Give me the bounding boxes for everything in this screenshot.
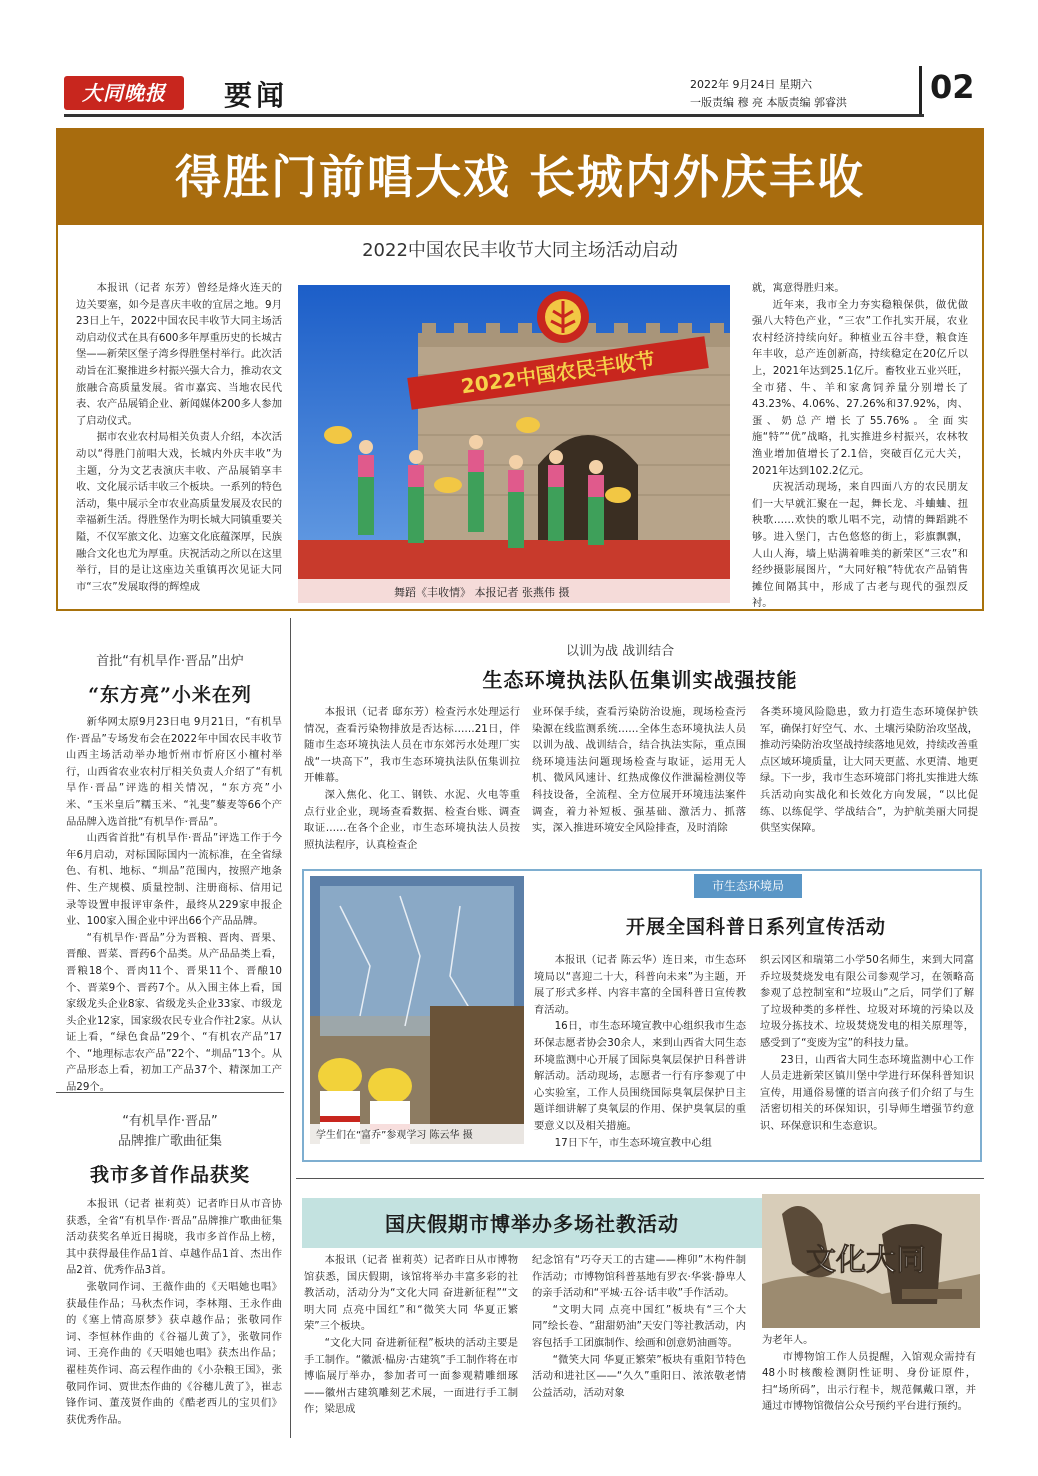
museum-paragraph: 市博物馆工作人员提醒，入馆观众需持有48小时核酸检测阴性证明、身份证原件，扫“场所码”，出示行程卡，规范佩戴口罩，并通过市博物馆微信公众号预约平台进行预约。	[762, 1350, 976, 1413]
millet-headline: “东方亮”小米在列	[88, 684, 252, 706]
museum-paragraph: “微笑大同 华夏正繁荣”板块有重阳节特色活动和进社区——“久久”重阳日、浓浓敬老情公益活动，活动对象	[532, 1353, 746, 1399]
museum-paragraph: 为老年人。	[762, 1334, 814, 1346]
masthead-rule	[64, 114, 924, 117]
science-paragraph: 16日，市生态环境宣教中心组织我市生态环保志愿者协会30余人，来到山西省大同生态环境监测中心开展了国际臭氧层保护日科普讲解活动。活动现场，志愿者一行有序参观了中心实验室，工作人员围绕国际臭氧层保护日主题详细讲解了臭氧层的作用、保护臭氧层的重要意义以及相关措施。	[534, 1020, 746, 1132]
science-column-2	[760, 952, 974, 1156]
section-divider	[296, 1178, 984, 1179]
lead-paragraph: 近年来，我市全力夯实稳粮保供，做优做强八大特色产业，“三农”工作扎实开展，农业农村经济持续向好。种植业五谷丰登，粮食连年丰收，总产连创新高，持续稳定在20亿斤以上，2021年达到25.1亿斤。畜牧业五业兴旺，全市猪、牛、羊和家禽饲养量分别增长了43.23%、4.06%、27.26%和37.92%，肉、蛋、奶总产增长了55.76%。全面实施“特”“优”战略，扎实推进乡村振兴，农林牧渔业增加值增长了2.1倍，突破百亿元大关，2021年达到102.2亿元。	[752, 298, 968, 477]
lead-paragraph: 庆祝活动现场，来自四面八方的农民朋友们一大早就汇聚在一起，舞长龙、斗蛐蛐、扭秧歌……欢快的歌儿唱不完，动情的舞蹈跳不够。进入堡门，古色悠悠的街上，彩旗飘飘，人山人海，墙上贴满着唯美的新荣区“三农”和经纱摄影展图片，“大同好粮”特优农产品销售摊位间隔其中，形成了古老与现代的强烈反衬。	[752, 481, 968, 610]
science-column-1	[534, 952, 746, 1156]
lead-column-1	[76, 280, 282, 602]
harvest-festival-photo	[298, 285, 730, 603]
museum-headline: 国庆假期市博举办多场社教活动	[385, 1212, 679, 1236]
lead-subheadline: 2022中国农民丰收节大同主场活动启动	[362, 240, 678, 261]
museum-paragraph: “文明大同 点亮中国红”板块有“三个大同”绘长卷、“甜甜奶油”天安门等社教活动，内容包括手工团旗制作、绘画和创意奶油画等。	[532, 1303, 746, 1349]
students-photo-illustration	[310, 876, 524, 1144]
museum-paragraph: “文化大同 奋进新征程”板块的活动主要是手工制作。“徽派·榀房·古建筑”手工制作将在市博临展厅举办，参加者可一面参观精雕细琢——徽州古建筑雕刻艺术展，一面进行手工制作；梁思成	[304, 1336, 518, 1416]
science-section-label: 市生态环境局	[694, 874, 802, 898]
training-paragraph: 深入焦化、化工、钢铁、水泥、火电等重点行业企业，现场查看数据、检查台账、调查取证……在各个企业，市生态环境执法人员按照执法程序，认真检查企	[304, 788, 520, 851]
lead-headline: 得胜门前唱大戏 长城内外庆丰收	[174, 150, 865, 204]
training-column-1	[304, 704, 520, 864]
festival-sign: 2022中国农民丰收节	[459, 347, 657, 399]
training-paragraph: 业环保手续，查看污染防治设施，现场检查污染源在线监测系统……全体生态环境执法人员以训为战、战训结合，结合执法实际，重点围绕环境违法问题现场检查与取证，运用无人机、微风风速计、红热成像仪作泄漏检测仪等科技设备，全流程、全方位展开环境违法案件调查，着力补短板、强基础、激活力、抓落实，深入推进环境安全风险排查，及时消除	[532, 706, 746, 835]
section-title: 要闻	[224, 79, 289, 112]
editor-credits: 一版责编 穆 亮 本版责编 郭睿洪	[690, 96, 847, 109]
songs-body	[66, 1196, 282, 1462]
culture-badge-illustration	[762, 1194, 980, 1328]
millet-body	[66, 714, 282, 1092]
songs-headline: 我市多首作品获奖	[89, 1164, 250, 1186]
museum-paragraph: 本报讯（记者 崔莉英）记者昨日从市博物馆获悉，国庆假期，该馆将举办丰富多彩的社教活动，活动分为“文化大同 奋进新征程”“文明大同 点亮中国红”和“微笑大同 华夏正繁荣”三个板块。	[304, 1254, 518, 1333]
lead-photo-caption: 舞蹈《丰收情》 本报记者 张燕伟 摄	[394, 586, 570, 599]
training-kicker: 以训为战 战训结合	[566, 644, 675, 659]
column-divider	[290, 618, 291, 1438]
harvest-photo-illustration	[298, 285, 730, 603]
lead-column-3	[752, 280, 968, 610]
science-paragraph: 17日下午，市生态环境宣教中心组	[554, 1136, 712, 1149]
science-photo-caption: 学生们在“富乔”参观学习 陈云华 摄	[316, 1130, 473, 1141]
training-paragraph: 各类环境风险隐患，致力打造生态环境保护铁军，确保打好空气、水、土壤污染防治攻坚战，推动污染防治攻坚战持续落地见效，持续改善重点区域环境质量，让大同天更蓝、水更清、地更绿。下一步，我市生态环境部门将扎实推进大练兵活动向实战化和长效化方向发展，“以比促练、以练促学、学战结合”，为护航美丽大同提供坚实保障。	[760, 706, 978, 835]
lead-paragraph: 据市农业农村局相关负责人介绍，本次活动以“得胜门前唱大戏，长城内外庆丰收”为主题，分为文艺表演庆丰收、产品展销享丰收、文化展示话丰收三个板块。一系列的特色活动，集中展示全市农业高质量发展及农民的幸福新生活。得胜堡作为明长城大同镇重要关隘，不仅军旅文化、边塞文化底蕴深厚，民族融合文化也尤为厚重。庆祝活动之所以在这里举行，目的是让这座边关重镇再次见证大同市“三农”发展取得的辉煌成	[76, 431, 282, 593]
students-visit-photo	[310, 876, 524, 1144]
science-paragraph: 织云冈区和瑞第二小学50名师生，来到大同富乔垃圾焚烧发电有限公司参观学习，在领略高参观了总控制室和“垃圾山”之后，同学们了解了垃圾种类的多样性、垃圾对环境的污染以及垃圾分拣技术、垃圾焚烧发电的相关原理等，感受到了“变废为宝”的科技力量。	[760, 954, 974, 1049]
museum-paragraph: 纪念馆有“巧夺天工的古建——榫卯”木构件制作活动；市博物馆科普基地有罗衣·华裳·静卑人的亲手活动和“平城·五谷·话丰收”手作活动。	[532, 1254, 746, 1300]
science-headline: 开展全国科普日系列宣传活动	[625, 916, 886, 938]
museum-column-2	[532, 1252, 746, 1462]
culture-badge-text: 文化大同	[806, 1243, 926, 1278]
science-paragraph: 本报讯（记者 陈云华）连日来，市生态环境局以“喜迎二十大，科普向未来”为主题，开展了形式多样、内容丰富的全国科普日宣传教育活动。	[534, 954, 746, 1016]
issue-date: 2022年 9月24日 星期六	[690, 78, 812, 91]
science-paragraph: 23日，山西省大同生态环境监测中心工作人员走进新荣区镇川堡中学进行环保科普知识宣传，用通俗易懂的语言向孩子们介绍了与生活密切相关的环保知识，引导师生增强节约意识、环保意识和生态意识。	[760, 1053, 974, 1132]
training-column-2	[532, 704, 746, 864]
newspaper-logo: 大同晚报	[64, 76, 184, 110]
songs-kicker-line-2: 品牌推广歌曲征集	[117, 1134, 222, 1149]
training-paragraph: 本报讯（记者 邸东芳）检查污水处理运行情况，查看污染物排放是否达标……21日，伴随市生态环境执法人员在市东郊污水处理厂实战“一块高下”，我市生态环境执法队伍集训拉开帷幕。	[304, 706, 520, 785]
millet-paragraph: 山西省首批“有机旱作·晋品”评选工作于今年6月启动，对标国际国内一流标准，在全省绿色、有机、地标、“圳品”范围内，按照产地条件、生产规模、质量控制、注册商标、信用记录等设置申报评审条件，最终从229家申报企业、100家入围企业中评出66个产品品牌。	[66, 832, 282, 928]
songs-kicker-line-1: “有机旱作·晋品”	[122, 1114, 218, 1129]
millet-paragraph: 新华网太原9月23日电 9月21日，“有机旱作·晋品”专场发布会在2022年中国农民丰收节山西主场活动举办地忻州市忻府区小檀村举行，山西省农业农村厅相关负责人介绍了“有机旱作·晋品”评选的相关情况，“东方亮”小米、“玉米皇后”糯玉米、“礼斐”藜麦等66个产品品牌入选首批“有机旱作·晋品”。	[66, 716, 282, 828]
training-column-3	[760, 704, 978, 864]
museum-column-1	[304, 1252, 518, 1462]
lead-paragraph: 就，寓意得胜归来。	[752, 282, 845, 294]
page-number: 02	[930, 68, 975, 106]
page-number-divider	[919, 66, 922, 114]
lead-paragraph: 本报讯（记者 东芳）曾经是烽火连天的边关要塞，如今是喜庆丰收的宜居之地。9月23日上午，2022中国农民丰收节大同主场活动启动仪式在具有600多年厚重历史的长城古堡——新荣区堡子湾乡得胜堡村举行。此次活动旨在汇聚推进乡村振兴强大合力，推动农文旅融合高质量发展。省市嘉宾、当地农民代表、农产品展销企业、新闻媒体200多人参加了启动仪式。	[76, 282, 282, 427]
millet-paragraph: “有机旱作·晋品”分为晋粮、晋肉、晋果、晋酿、晋菜、晋药6个品类。从产品品类上看，晋粮18个、晋肉11个、晋果11个、晋酿10个、晋菜9个、晋药7个。从入围主体上看，国家级龙头企业8家、省级龙头企业33家、市级龙头企业12家，国家级农民专业合作社2家。从认证上看，“绿色食品”29个、“有机农产品”17个、“地理标志农产品”22个、“圳品”13个。从产品形态上看，初加工产品37个、精深加工产品29个。	[66, 931, 282, 1094]
museum-column-3	[762, 1332, 976, 1462]
millet-kicker: 首批“有机旱作·晋品”出炉	[96, 654, 244, 669]
songs-paragraph: 本报讯（记者 崔莉英）记者昨日从市音协获悉，全省“有机旱作·晋品”品牌推广歌曲征集活动获奖名单近日揭晓，我市多首作品上榜，其中获得最佳作品1首、卓越作品1首、杰出作品2首、优秀作品3首。	[66, 1198, 282, 1277]
songs-paragraph: 张敬同作词、王薇作曲的《天唱她也唱》获最佳作品；马秋杰作词，李林翔、王永作曲的《塞上情高原梦》获卓越作品；张敬同作词、李恒林作曲的《谷福儿黄了》，张敬同作词、王亮作曲的《天唱她也唱》获杰出作品；翟桂英作词、高云程作曲的《小杂粮王国》，张敬同作词、贾世杰作曲的《谷穗儿黄了》，崔志锋作词、董茂贤作曲的《酷老西儿的宝贝们》获优秀作品。	[66, 1280, 282, 1426]
culture-datong-badge	[762, 1194, 980, 1328]
training-headline: 生态环境执法队伍集训实战强技能	[482, 668, 798, 692]
